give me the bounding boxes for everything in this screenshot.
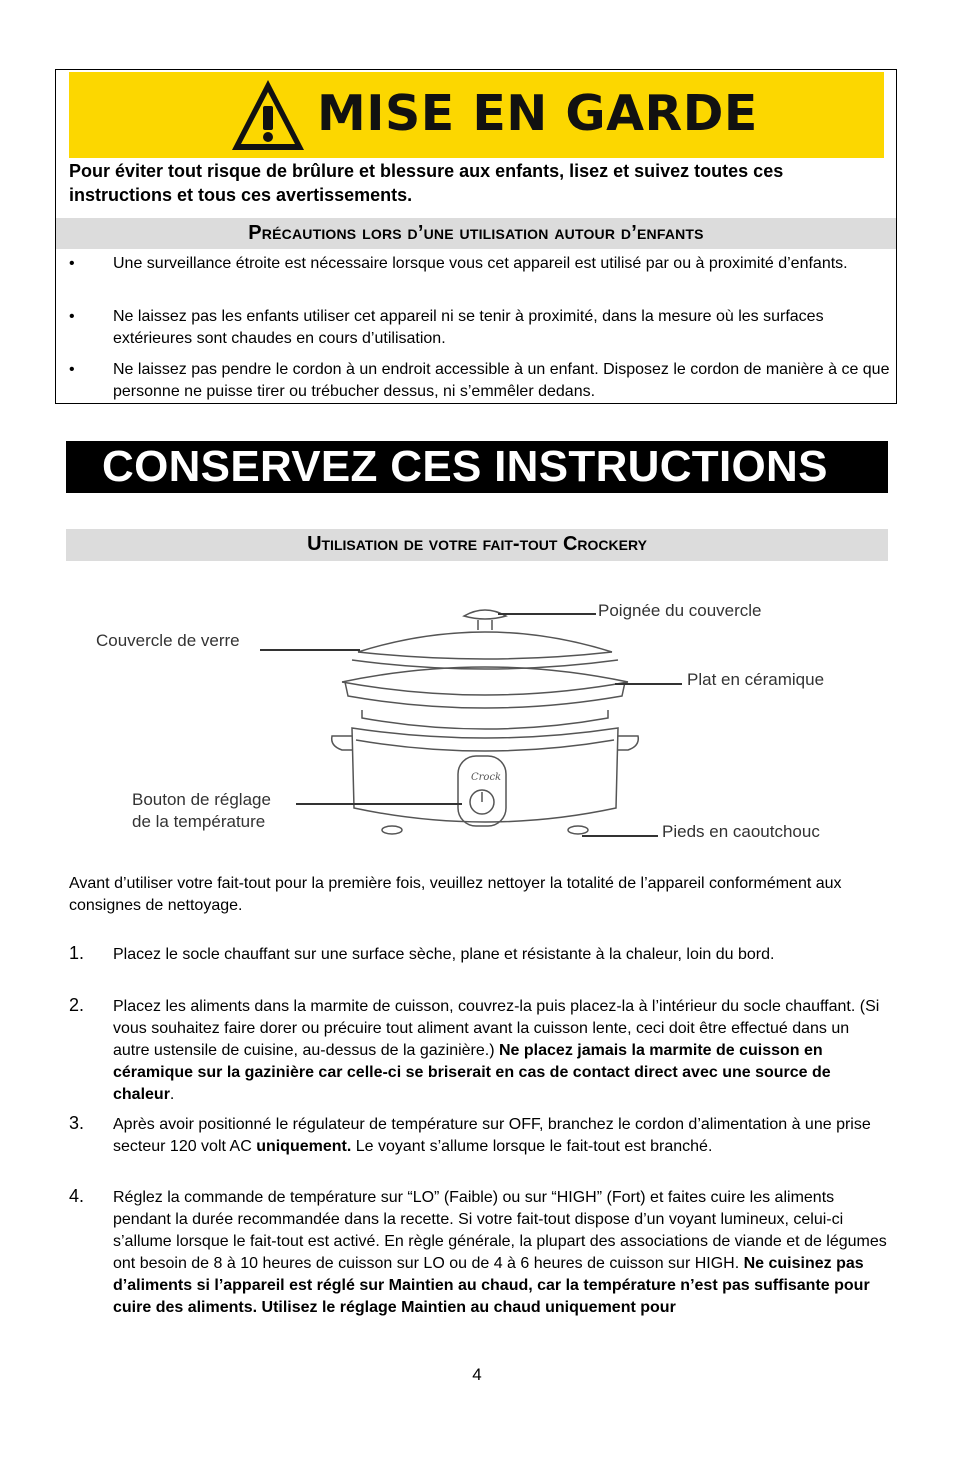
bullet-icon: • <box>69 308 75 325</box>
step-text: Réglez la commande de température sur “LO” (Faible) ou sur “HIGH” (Fort) et faites cuire les aliments pendant la durée recommandée dans la recette. Si votre fait-tout dispose d’un voyant lumineux, celui-ci s’allume lorsque le fait-tout est activé. En règle générale, la plupart des associations de viande et de légumes ont besoin de 8 à 10 heures de cuisson sur LO ou de 4 à 6 heures de cuisson sur HIGH. Ne cuisinez pas d’aliments si l’appareil est réglé sur Maintien au chaud, car la température n’est pas suffisante pour cuire des aliments. Utilisez le réglage Maintien au chaud uniquement pour <box>113 1189 887 1316</box>
label-ceramic-pot: Plat en céramique <box>687 670 825 689</box>
bullet-icon: • <box>69 361 75 378</box>
svg-text:Crock: Crock <box>471 772 502 783</box>
warning-title: MISE EN GARDE <box>317 85 758 142</box>
slow-cooker-diagram <box>80 590 880 860</box>
warning-intro: Pour éviter tout risque de brûlure et blessure aux enfants, lisez et suivez toutes ces instructions et tous ces avertissements. <box>69 161 784 205</box>
precaution-text: Une surveillance étroite est nécessaire lorsque vous cet appareil est utilisé par ou à proximité d’enfants. <box>113 255 848 272</box>
label-glass-lid: Couvercle de verre <box>96 631 240 650</box>
precaution-text: Ne laissez pas les enfants utiliser cet appareil ni se tenir à proximité, dans la mesure où les surfaces extérieures sont chaudes en cours d’utilisation. <box>113 308 824 347</box>
step-text: Placez les aliments dans la marmite de cuisson, couvrez-la puis placez-la à l’intérieur du socle chauffant. (Si vous souhaitez faire dorer ou précuire tout aliment avant la cuisson lente, ceci doit être effectué dans un autre ustensile de cuisine, au-dessus de la gazinière.) Ne placez jamais la marmite de cuisson en céramique sur la gazinière car celle-ci se briserait en cas de contact direct avec une source de chaleur. <box>113 998 880 1103</box>
precautions-title: Précautions lors d’une utilisation autour d’enfants <box>248 222 704 244</box>
step-text: Placez le socle chauffant sur une surface sèche, plane et résistante à la chaleur, loin du bord. <box>113 946 775 963</box>
keep-instructions-banner <box>66 441 888 493</box>
label-rubber-feet: Pieds en caoutchouc <box>662 822 820 841</box>
step-number: 2. <box>69 995 85 1015</box>
bullet-icon: • <box>69 255 75 272</box>
precautions-header <box>56 218 896 249</box>
step-text: Après avoir positionné le régulateur de température sur OFF, branchez le cordon d’alimentation à une prise secteur 120 volt AC uniquement. Le voyant s’allume lorsque le fait-tout est branché. <box>113 1116 871 1155</box>
usage-title: Utilisation de votre fait-tout Crockery <box>307 533 647 555</box>
usage-header <box>66 529 888 561</box>
warning-box <box>55 69 897 404</box>
label-temperature-knob-line2: de la température <box>132 812 266 831</box>
label-temperature-knob-line1: Bouton de réglage <box>132 790 271 809</box>
keep-instructions-text: CONSERVEZ CES INSTRUCTIONS <box>102 442 828 491</box>
intro-paragraph: Avant d’utiliser votre fait-tout pour la première fois, veuillez nettoyer la totalité de l’appareil conformément aux consignes de nettoyage. <box>69 875 842 914</box>
step-number: 4. <box>69 1186 85 1206</box>
page-number: 4 <box>472 1365 482 1384</box>
warning-banner <box>69 72 884 158</box>
step-number: 1. <box>69 943 85 963</box>
precaution-text: Ne laissez pas pendre le cordon à un endroit accessible à un enfant. Disposez le cordon de manière à ce que personne ne puisse tirer ou trébucher dessus, ni s’emmêler dedans. <box>113 361 890 400</box>
label-lid-handle: Poignée du couvercle <box>598 601 762 620</box>
step-number: 3. <box>69 1113 85 1133</box>
warning-triangle-icon <box>229 76 307 154</box>
